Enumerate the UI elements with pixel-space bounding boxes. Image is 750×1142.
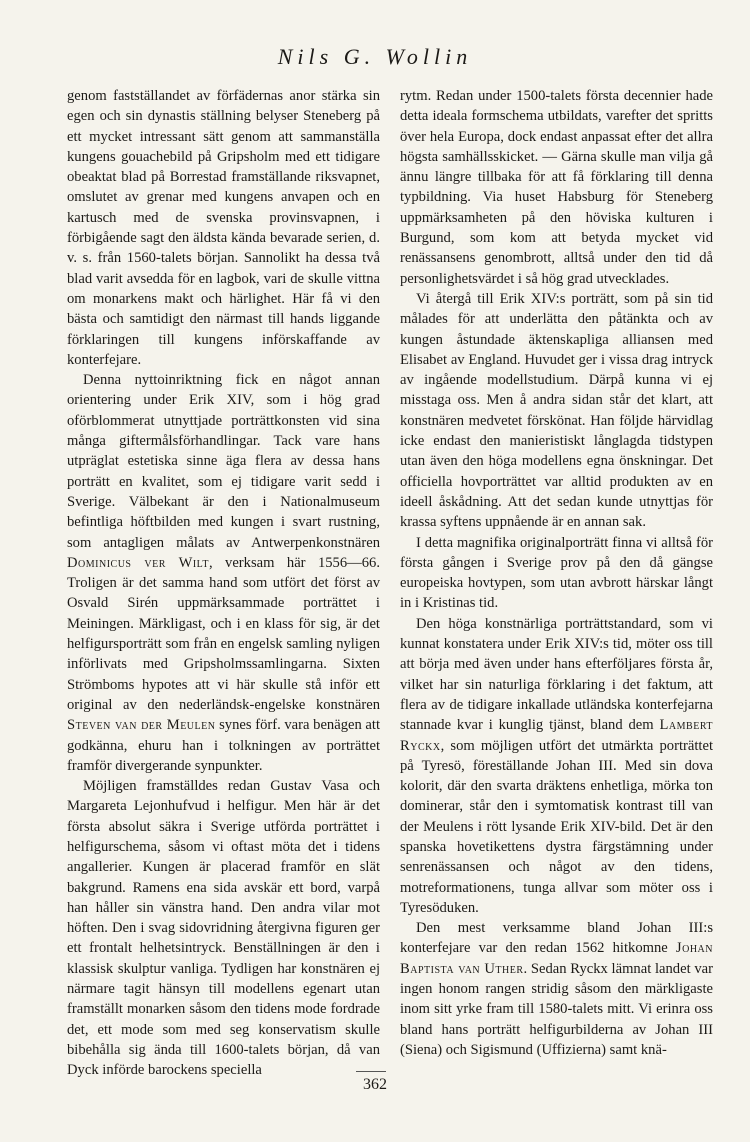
- paragraph: [400, 614, 713, 918]
- paragraph-text: Den mest verksamme bland Johan III:s konterfejare var den redan 1562 hitkomne: [400, 920, 713, 957]
- paragraph-text: synes förf. vara benägen att godkänna, ehuru han i tolkningen av porträttet framför divergerande synpunkter.: [67, 717, 381, 774]
- paragraph-text: rytm. Redan under 1500-talets första decennier hade detta ideala formschema utbildats, varefter det spritts över hela Europa, dock endast anpassat efter det allra högsta samhällsskicket. — Gärna skulle man vilja gå ännu längre tillbaka för att få förklaring till denna typbildning. Via huset Habsburg för Steneberg uppmärksamheten på den höviska kulturen i Burgund, som kom att betyda mycket vid renässansens genombrott, alltså under den tid då personlighetsvärdet i så hög grad utvecklades.: [400, 88, 713, 287]
- paragraph-text: Denna nyttoinriktning fick en något annan orientering under Erik XIV, som i hög grad oförblommerat utnyttjade porträttkonsten vid sina många giftermålsförhandlingar. Tack vare hans utpräglat estetiska sinne äga flera av dessa hans porträtt en kvalitet, som ej tidigare varit sedd i Sverige. Välbekant är den i Nationalmuseum befintliga höftbilden med kungen i svart rustning, som antagligen målats av Antwerpenkonstnären: [67, 372, 380, 551]
- paragraph-text: Den höga konstnärliga porträttstandard, som vi kunnat konstatera under Erik XIV:s tid, möter oss till att börja med även under hans efterföljares första år, vilket har sin naturliga förklaring i det faktum, att flera av de tidigare inkallade utländska konterfejarna stannade kvar i kunglig tjänst, bland dem: [400, 615, 713, 734]
- page-number: 362: [363, 1076, 387, 1093]
- paragraph: [67, 370, 380, 776]
- paragraph: [67, 776, 380, 1080]
- paragraph-text: Möjligen framställdes redan Gustav Vasa och Margareta Lejonhufvud i helfigur. Men här är det första absolut säkra i Sverige utförda porträttet i helfigurschema, såsom vi oftast möta det i tidens angallerier. Kungen är placerad framför en slät bakgrund. Ramens ena sida avskär ett bord, varpå han håller sin vänstra hand. Den andra vilar mot höften. Den i svag sidovridning återgivna figuren ger ett frontalt helhetsintryck. Benställningen är den i klassisk skulptur vanliga. Tydligen har konstnären ej närmare tagit hänsyn till modellens egenart utan framställt monarken såsom den tidens mode fordrade det, ett mode som med seg konservatism skulle bibehålla sig ända till 1600-talets början, då van Dyck införde barockens speciella: [67, 778, 380, 1079]
- paragraph-text: . Sedan Ryckx lämnat landet var ingen honom rangen stridig såsom den märkligaste inom sitt yrke fram till 1580-talets mitt. Vi erinra oss bland hans porträtt helfigurbilderna av Johan III (Siena) och Sigismund (Uffizierna) samt knä-: [400, 960, 713, 1058]
- paragraph-text: Vi återgå till Erik XIV:s porträtt, som på sin tid målades för att underlätta den påtänkta och av kungen åstundade äktenskapliga alliansen med Elisabet av England. Huvudet ger i vissa drag intryck av ingående modellstudium. Därpå kunna vi ej misstaga oss. Men å andra sidan står det klart, att konstnären medvetet förskönat. Han följde härvidlag icke endast den manieristiskt långlagda tidstypen utan även den höga modellens egna önskningar. Det officiella hovporträttet var alltid produkten av en ideell åskådning. Att det sedan kunde utnyttjas för krassa syftens uppnående är en annan sak.: [400, 290, 713, 531]
- running-header: Nils G. Wollin: [277, 44, 473, 69]
- artist-name: Steven van der Meulen: [67, 717, 216, 734]
- paragraph-text: , verksam här 1556—66. Troligen är det samma hand som utfört det först av Osvald Sirén uppmärksammade porträttet i Meiningen. Märkligast, och i en klass för sig, är det helfigursporträtt som från en engelsk samling nyligen införlivats med Gripsholmssamlingarna. Sixten Strömboms hypotes att vi här skulle stå inför ett original av den nederländsk-engelske konstnären: [67, 554, 380, 713]
- paragraph: [400, 918, 713, 1060]
- artist-name: Johan Baptista van Uther: [400, 940, 713, 977]
- paragraph: [400, 533, 713, 614]
- folio-rule: [356, 1071, 386, 1072]
- artist-name: Dominicus ver Wilt: [67, 554, 209, 571]
- paragraph-text: genom fastställandet av förfädernas anor stärka sin egen och sin dynastis ställning belyser Steneberg på ett mycket intressant sätt genom att sammanställa kungens gouachebild på Gripsholm med ett tidigare obeaktat blad på Borrestad framställande riksvapnet, omslutet av grenar med kungens anvapen och en kartusch med de svenska provinsvapnen, i förbigående sagt den äldsta kända bevarade serien, d. v. s. från 1560-talets början. Sannolikt ha dessa två blad varit avsedda för en lagbok, vari de skulle vittna om monarkens makt och härlighet. Här få vi den bästa och samtidigt den närmast till hands liggande förklaringen till kungens införskaffande av konterfejare.: [67, 88, 380, 368]
- right-column: [400, 86, 713, 1060]
- paragraph: [400, 86, 713, 289]
- paragraph-text: I detta magnifika originalporträtt finna vi alltså för första gången i Sverige prov på den då gängse europeiska hovtypen, som utan avbrott härskar långt in i Kristinas tid.: [400, 534, 713, 612]
- paragraph: [67, 86, 380, 370]
- artist-name: Lambert Ryckx: [400, 717, 713, 754]
- paragraph: [400, 289, 713, 533]
- left-column: [67, 86, 380, 1081]
- paragraph-text: , som möjligen utfört det utmärkta porträttet på Tyresö, föreställande Johan III. Med sin dova kolorit, där den svarta dräktens enhetliga, mörka ton dominerar, står den i symtomatisk kontrast till van der Meulens i rött lysande Erik XIV-bild. Det är den spanska hovetikettens dystra färgstämning under senrenässansen och något av den tidens, motreformationens, tunga allvar som möter oss i Tyresöduken.: [400, 737, 713, 916]
